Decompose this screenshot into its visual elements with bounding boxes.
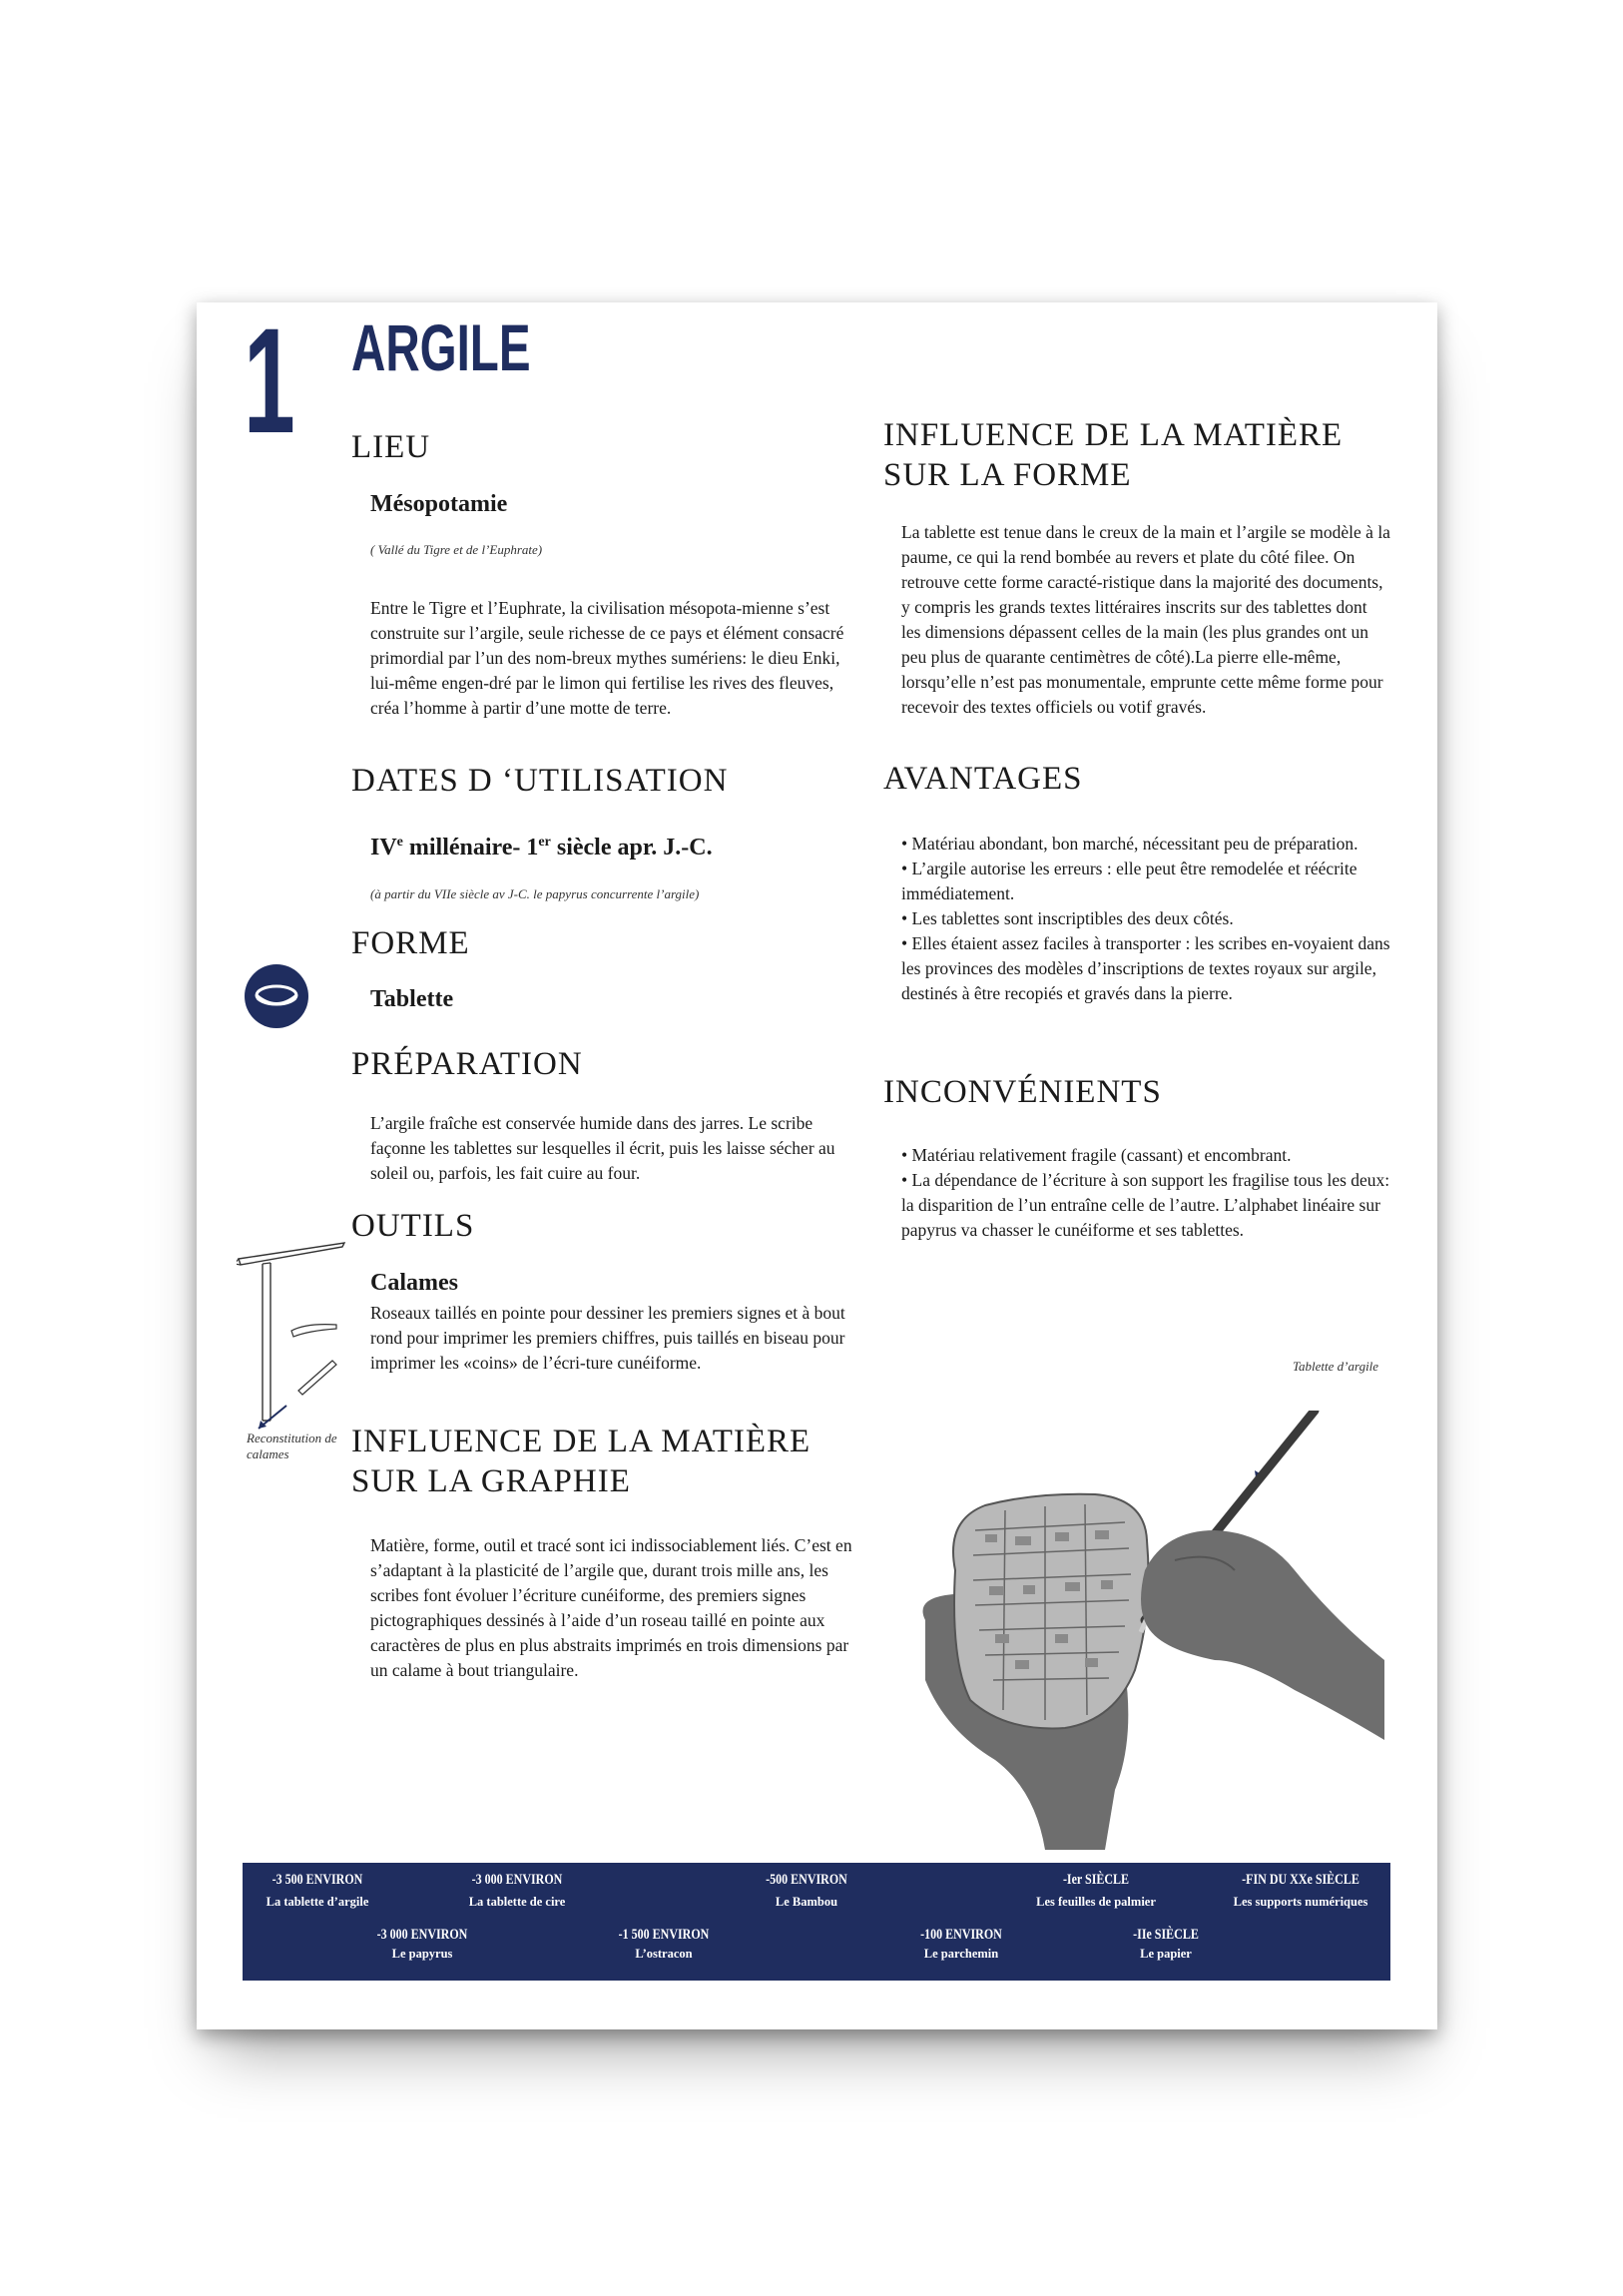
avantages-heading: AVANTAGES [883,761,1083,797]
forme-value: Tablette [370,986,454,1012]
clay-tablet-illustration [915,1411,1394,1860]
inconvenients-list [901,1143,1390,1243]
forme-influence-text: La tablette est tenue dans le creux de la main et l’argile se modèle à la paume, ce qui la rend bombée au revers et plate du côté filee. On retrouve cette forme caracté-ristique dans la majorité des documents, y compris les grands textes littéraires inscrits sur des tablettes dont les dimensions dépassent celles de la main (les plus grandes ont un peu plus de quarante centimètres de côté).La pierre elle-même, lorsqu’elle n’est pas monumentale, emprunte cette même forme pour recevoir des textes officiels ou votif gravés. [901,522,1390,717]
timeline-entry: -3 000 ENVIRON Le papyrus [376,1927,468,1961]
preparation-text: L’argile fraîche est conservée humide dans des jarres. Le scribe façonne les tablettes sur lesquelles il écrit, puis les laisse sécher au soleil ou, parfois, les fait cuire au four. [370,1113,835,1183]
lieu-place: Mésopotamie [370,491,508,517]
outils-text: Roseaux taillés en pointe pour dessiner les premiers signes et à bout rond pour imprimer les premiers chiffres, puis taillés en biseau pour imprimer les «coins» de l’écri-ture cunéiforme. [370,1303,845,1373]
timeline-entry: -1 500 ENVIRON L’ostracon [618,1927,710,1961]
timeline-entry: -FIN DU XXe SIÈCLE Les supports numériques [1233,1872,1368,1909]
avantages-item: • Matériau abondant, bon marché, nécessitant peu de préparation. [901,834,1358,854]
timeline-bar [243,1863,1390,1981]
forme-heading: FORME [351,925,470,961]
poster-sheet [197,296,1437,2029]
chapter-number: 1 [244,296,294,464]
avantages-list [901,832,1390,1006]
inconvenients-item: • La dépendance de l’écriture à son support les fragilise tous les deux: la disparition de l’un entraîne celle de l’autre. L’alphabet linéaire sur papyrus va chasser le cunéiforme et ses tablettes. [901,1170,1390,1240]
lieu-note: ( Vallé du Tigre et de l’Euphrate) [370,542,543,557]
avantages-item: • Elles étaient assez faciles à transporter : les scribes en-voyaient dans les provinces des modèles d’inscriptions de textes royaux sur argile, destinés à être recopiés et gravés dans la pierre. [901,933,1390,1003]
graphie-heading: INFLUENCE DE LA MATIÈRE SUR LA GRAPHIE [351,1424,812,1499]
timeline-entry: -100 ENVIRON Le parchemin [920,1927,1002,1961]
lieu-heading: LIEU [351,429,431,465]
outils-tool: Calames [370,1270,458,1296]
avantages-item: • Les tablettes sont inscriptibles des deux côtés. [901,908,1234,928]
calames-caption: Reconstitution de calames [247,1431,337,1461]
dates-heading: DATES D ‘UTILISATION [351,763,729,799]
avantages-item: • L’argile autorise les erreurs : elle peut être remodelée et réécrite immédiatement. [901,859,1357,903]
forme-influence-heading: INFLUENCE DE LA MATIÈRE SUR LA FORME [883,417,1344,493]
lieu-text: Entre le Tigre et l’Euphrate, la civilisation mésopota-mienne s’est construite sur l’argile, seule richesse de ce pays et élément consacré primordial par l’un des nom-breux mythes sumériens: le dieu Enki, lui-même engen-dré par le limon qui fertilise les rives des fleuves, créa l’homme à partir d’une motte de terre. [370,598,844,718]
tablet-caption: Tablette d’argile [1293,1359,1379,1374]
timeline-entry: -3 500 ENVIRON La tablette d’argile [266,1872,369,1909]
inconvenients-item: • Matériau relativement fragile (cassant) et encombrant. [901,1145,1292,1165]
timeline-entry: -IIe SIÈCLE Le papier [1133,1927,1199,1961]
tablet-icon [245,964,308,1028]
preparation-heading: PRÉPARATION [351,1046,583,1082]
dates-note: (à partir du VIIe siècle av J-C. le papyrus concurrente l’argile) [370,886,700,901]
graphie-text: Matière, forme, outil et tracé sont ici indissociablement liés. C’est en s’adaptant à la plasticité de l’argile que, durant trois mille ans, les scribes font évoluer l’écriture cunéiforme, des premiers signes pictographiques dessinés à l’aide d’un roseau taillé en pointe aux caractères de plus en plus abstraits imprimés en trois dimensions par un calame à bout triangulaire. [370,1535,852,1680]
timeline-entry: -3 000 ENVIRON La tablette de cire [468,1872,566,1909]
chapter-title: ARGILE [351,310,531,384]
calames-illustration [237,1231,376,1431]
timeline-entry: -Ier SIÈCLE Les feuilles de palmier [1036,1872,1156,1909]
dates-range: IVe millénaire- 1er siècle apr. J.-C. [370,835,713,861]
timeline-entry: -500 ENVIRON Le Bambou [766,1872,847,1909]
inconvenients-heading: INCONVÉNIENTS [883,1074,1162,1110]
outils-heading: OUTILS [351,1208,475,1244]
